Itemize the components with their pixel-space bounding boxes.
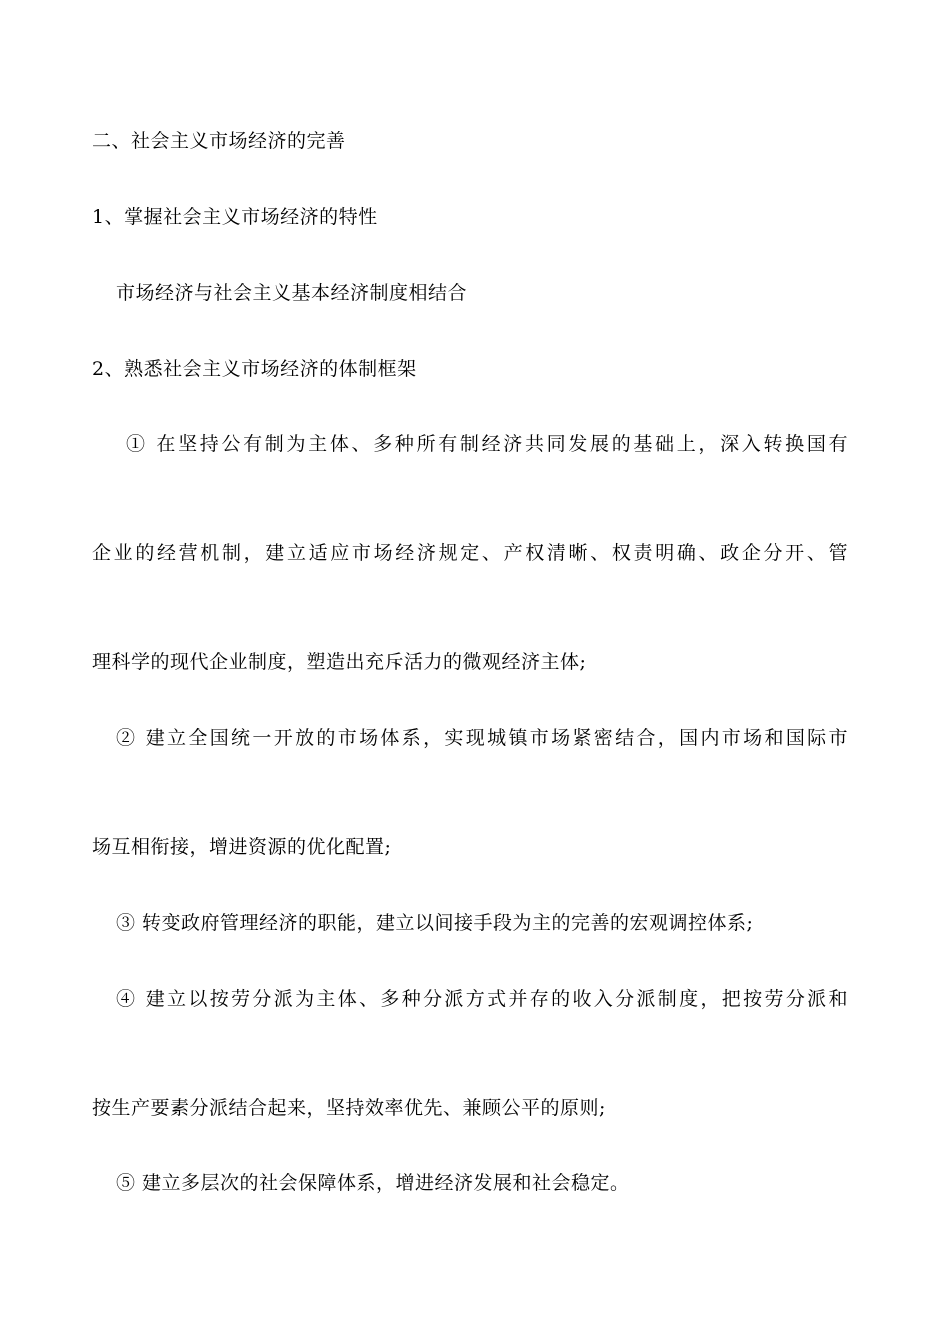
item2-heading: 2、熟悉社会主义市场经济的体制框架 <box>92 358 417 380</box>
point-1-line-2: 企业的经营机制，建立适应市场经济规定、产权清晰、权责明确、政企分开、管 <box>92 542 848 564</box>
section-title: 二、社会主义市场经济的完善 <box>92 130 346 152</box>
item1-body: 市场经济与社会主义基本经济制度相结合 <box>116 282 468 304</box>
point-4-line-1: ④ 建立以按劳分派为主体、多种分派方式并存的收入分派制度，把按劳分派和 <box>116 988 848 1010</box>
point-2-line-2: 场互相衔接，增进资源的优化配置; <box>92 836 392 858</box>
point-2-line-1: ② 建立全国统一开放的市场体系，实现城镇市场紧密结合，国内市场和国际市 <box>116 727 848 749</box>
point-1-line-3: 理科学的现代企业制度，塑造出充斥活力的微观经济主体; <box>92 651 587 673</box>
point-5-line-1: ⑤ 建立多层次的社会保障体系，增进经济发展和社会稳定。 <box>116 1172 630 1194</box>
point-1-line-1: ① 在坚持公有制为主体、多种所有制经济共同发展的基础上，深入转换国有 <box>126 433 848 455</box>
item1-heading: 1、掌握社会主义市场经济的特性 <box>92 206 378 228</box>
point-3-line-1: ③ 转变政府管理经济的职能，建立以间接手段为主的完善的宏观调控体系; <box>116 912 754 934</box>
point-4-line-2: 按生产要素分派结合起来，坚持效率优先、兼顾公平的原则; <box>92 1097 606 1119</box>
